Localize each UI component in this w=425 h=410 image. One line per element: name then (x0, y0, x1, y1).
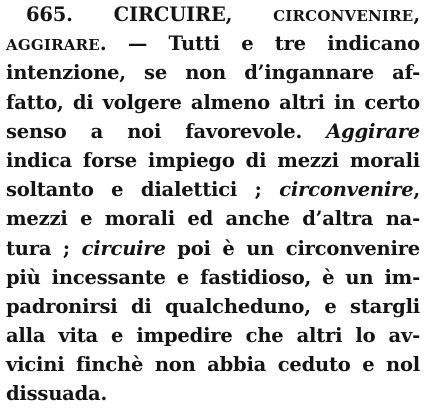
entry-text: poi è un circonvenire (177, 236, 421, 260)
entry-line-8: mezzi e morali ed anche d’altra na- (6, 207, 420, 231)
entry-line-11: padronirsi di qualcheduno, e stargli (6, 294, 420, 318)
entry-italic-term: circuire (81, 236, 166, 260)
entry-line-14: dissuada. (6, 382, 108, 406)
entry-line-10: più incessante e fastidioso, è un im- (6, 265, 420, 289)
entry-synonym-circonvenire: CIRCONVENIRE (273, 7, 414, 25)
entry-line-1: 665. CIRCUIRE, CIRCONVENIRE, (26, 3, 420, 26)
entry-synonym-aggirare: AGGIRARE (6, 36, 100, 55)
entry-text: soltanto e dialettici ; (6, 178, 262, 202)
entry-italic-term: circonvenire (279, 178, 414, 202)
entry-headword: CIRCUIRE (113, 3, 226, 26)
entry-line-6: indica forse impiego di mezzi morali (6, 148, 420, 172)
entry-line-2 (6, 29, 420, 58)
entry-line-12: alla vita e impedire che altri lo av- (6, 324, 420, 348)
entry-italic-term: Aggirare (326, 119, 420, 143)
entry-line-3: intenzione, se non d’ingannare af- (6, 61, 420, 85)
entry-line-4: fatto, di volgere almeno altri in certo (6, 90, 420, 114)
entry-text: tura ; (6, 236, 70, 260)
synonym-entry (6, 0, 420, 409)
entry-text: , (413, 178, 420, 202)
entry-line-7 (6, 175, 420, 204)
entry-line-9 (6, 234, 420, 263)
entry-text: senso a noi favorevole. (6, 119, 303, 143)
entry-line-13: vicini finchè non abbia ceduto e nol (6, 353, 420, 377)
entry-number: 665. (26, 3, 73, 26)
entry-line-5 (6, 117, 420, 146)
entry-dash: . — (99, 32, 148, 56)
entry-text: Tutti e tre indicano (168, 32, 420, 56)
